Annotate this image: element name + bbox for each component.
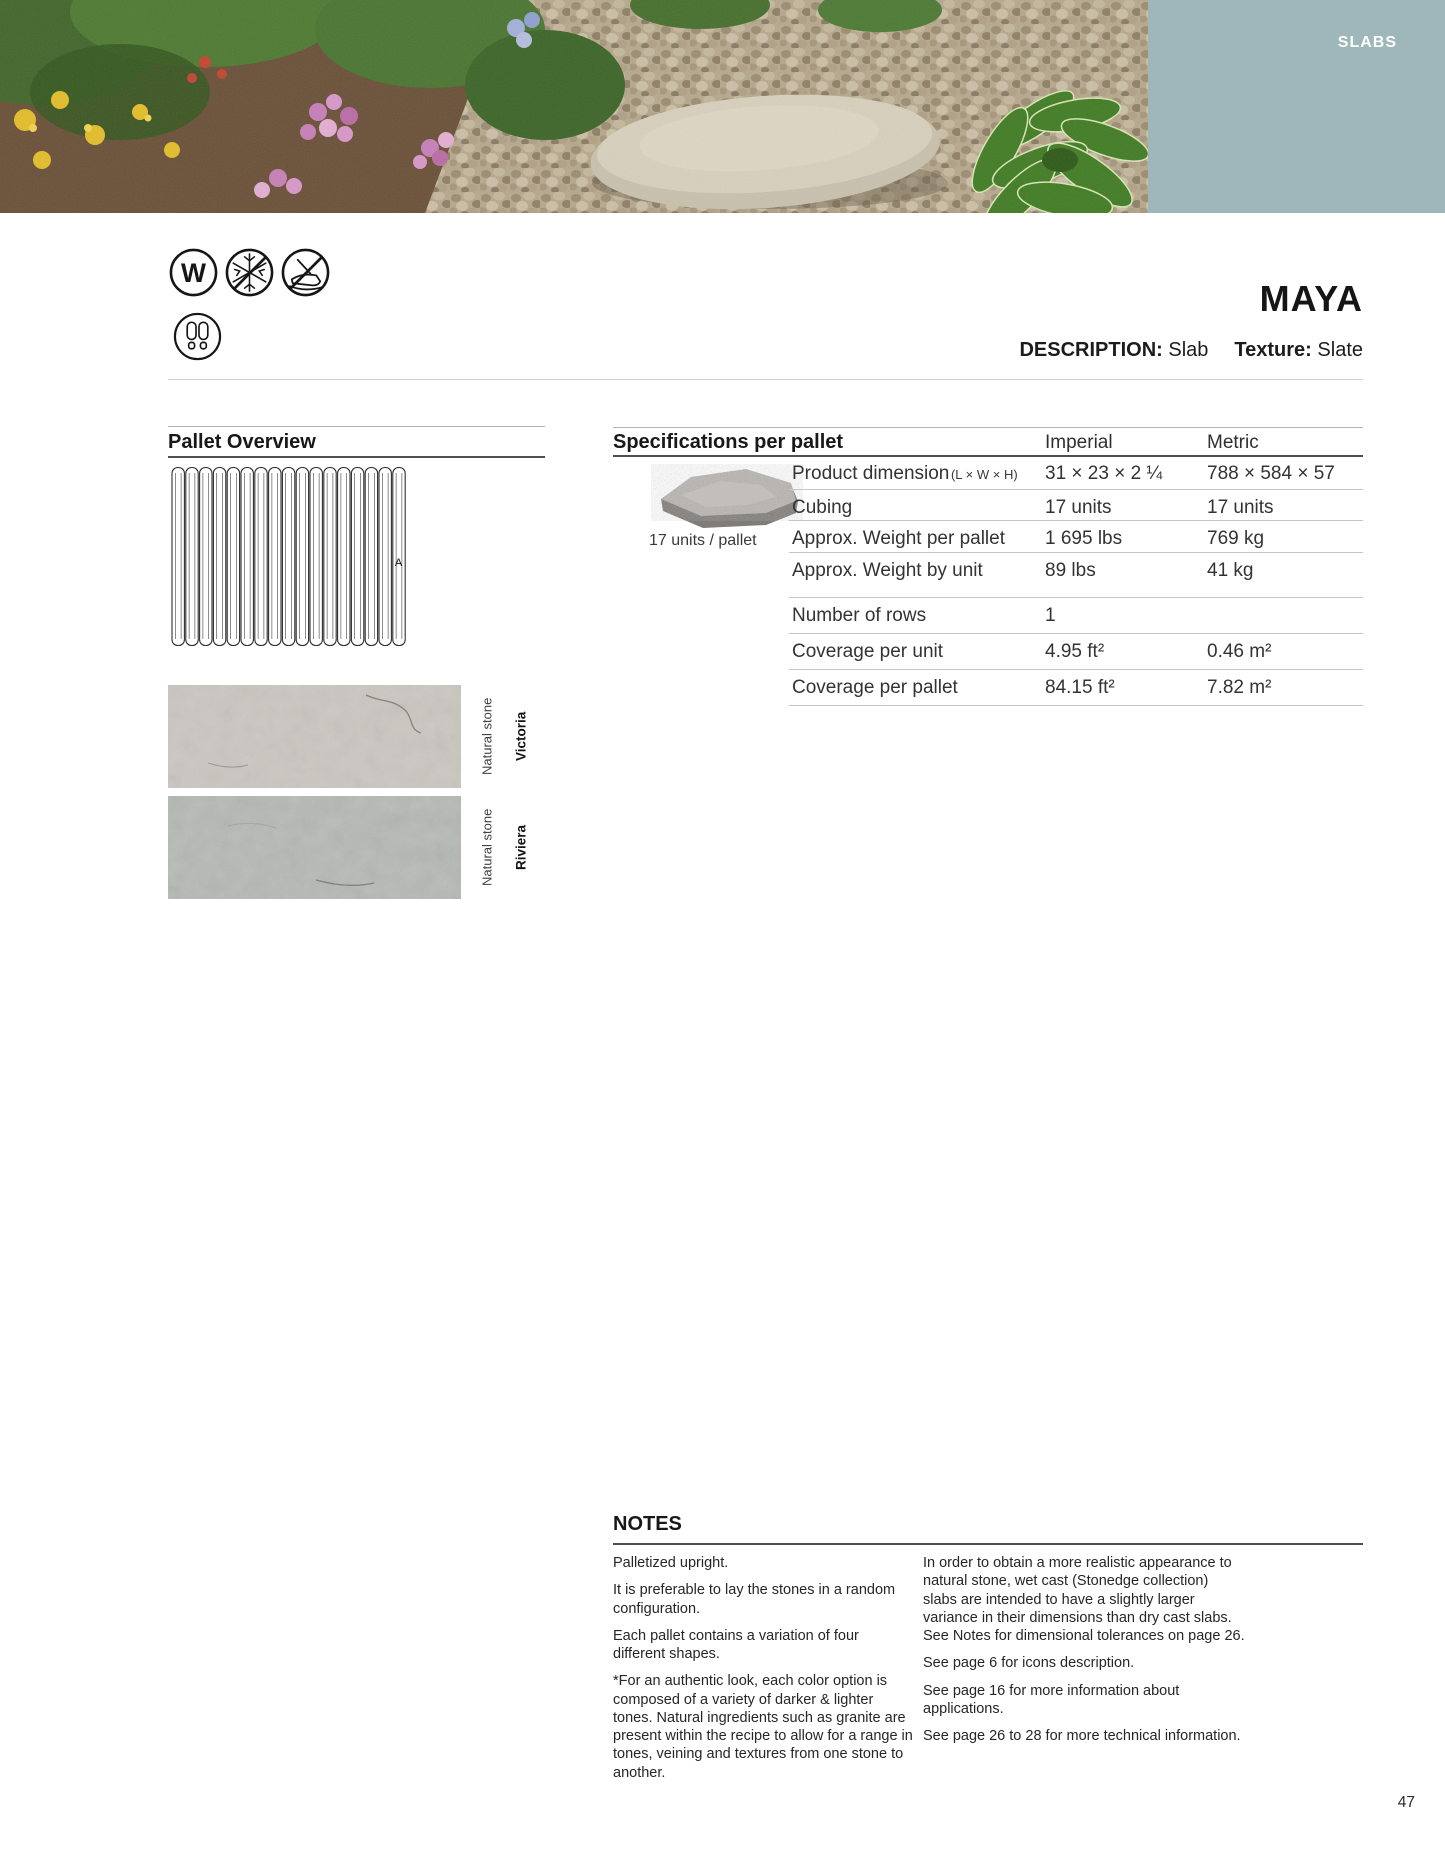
spec-label: Cubing: [792, 497, 853, 518]
pallet-overview-title: Pallet Overview: [168, 431, 316, 453]
color-swatch-riviera: [168, 796, 461, 899]
page-number: 47: [1397, 1794, 1415, 1811]
divider: [168, 456, 545, 458]
diagram-row-label: A: [394, 557, 403, 569]
product-description-line: [1019, 339, 1363, 362]
spec-value-metric: 0.46 m²: [1207, 641, 1272, 662]
wet-cast-icon: [168, 247, 219, 298]
spec-value-imperial: 89 lbs: [1045, 560, 1096, 581]
texture-value: Slate: [1317, 339, 1363, 361]
spec-label: Coverage per pallet: [792, 677, 958, 698]
banner-color-block: [1148, 0, 1445, 213]
texture-label: Texture:: [1234, 339, 1312, 361]
note-paragraph: See page 16 for more information about applications.: [923, 1682, 1180, 1717]
spec-value-imperial: 1 695 lbs: [1045, 528, 1123, 549]
note-paragraph: In order to obtain a more realistic appearance to natural stone, wet cast (Stonedge collection) slabs are intended to have a slightly larger variance in their dimensions than dry cast slabs. See Notes for dimensional tolerances on page 26.: [923, 1555, 1245, 1645]
spec-value-metric: 7.82 m²: [1207, 677, 1272, 698]
divider: [168, 379, 1363, 380]
spec-value-imperial: 17 units: [1045, 497, 1112, 518]
specifications-section: [613, 420, 1363, 720]
spec-row: [789, 553, 1363, 598]
page-title: MAYA: [1259, 278, 1363, 319]
note-paragraph: See page 26 to 28 for more technical information.: [923, 1728, 1241, 1745]
banner-photo: [0, 0, 1148, 213]
notes-left-column: [613, 1554, 913, 1791]
spec-row: [789, 634, 1363, 670]
note-paragraph: See page 6 for icons description.: [923, 1655, 1135, 1672]
spec-label: Approx. Weight by unit: [792, 560, 983, 581]
spec-label: Number of rows: [792, 605, 927, 626]
note-paragraph: *For an authentic look, each color option is composed of a variety of darker & lighter tones. Natural ingredients such as granite are present within the recipe to allow for a range in tones, veining and textures from one stone to another.: [613, 1673, 913, 1781]
note-paragraph: It is preferable to lay the stones in a random configuration.: [613, 1582, 896, 1617]
spec-row: [789, 598, 1363, 634]
spec-label: Coverage per unit: [792, 641, 944, 662]
category-tag: SLABS: [1337, 34, 1397, 51]
spec-label: Approx. Weight per pallet: [792, 528, 1005, 549]
spec-label: Product dimension: [792, 463, 950, 484]
pallet-diagram: [170, 466, 410, 648]
description-value: Slab: [1168, 339, 1209, 361]
pallet-units-caption: 17 units / pallet: [649, 532, 757, 549]
spec-value-imperial: 31 × 23 × 2 ¼: [1045, 463, 1163, 484]
spec-value-metric: 788 × 584 × 57: [1207, 463, 1335, 484]
notes-right-column: [923, 1554, 1245, 1754]
no-snow-removal-blade-icon: [280, 247, 331, 298]
no-deicing-salt-icon: [224, 247, 275, 298]
spec-value-imperial: 84.15 ft²: [1045, 677, 1115, 698]
note-paragraph: Palletized upright.: [613, 1555, 729, 1571]
spec-value-imperial: 4.95 ft²: [1045, 641, 1105, 662]
spec-value-imperial: 1: [1045, 605, 1056, 626]
spec-row: [789, 490, 1363, 521]
note-paragraph: Each pallet contains a variation of four different shapes.: [613, 1627, 859, 1663]
spec-value-metric: 769 kg: [1207, 528, 1265, 549]
swatch-material-label: Natural stone: [479, 808, 495, 887]
spec-value-metric: 41 kg: [1207, 560, 1254, 581]
color-swatch-victoria: [168, 685, 461, 788]
divider: [168, 426, 545, 427]
notes-title: NOTES: [613, 1513, 682, 1535]
column-header-imperial: Imperial: [1045, 432, 1113, 453]
svg-text:W: W: [181, 257, 206, 288]
divider: [613, 427, 1363, 428]
column-header-metric: Metric: [1207, 432, 1259, 453]
specifications-title: Specifications per pallet: [613, 431, 844, 453]
spec-row: [789, 521, 1363, 553]
swatch-name-label: Riviera: [513, 824, 529, 871]
product-photo: [651, 461, 803, 540]
spec-label-note: (L × W × H): [950, 467, 1018, 482]
spec-value-metric: 17 units: [1207, 497, 1274, 518]
garden-photo-illustration: [0, 0, 1148, 213]
spec-row: [789, 670, 1363, 706]
pedestrian-traffic-icon: [172, 311, 223, 362]
description-label: DESCRIPTION:: [1019, 339, 1163, 361]
swatch-name-label: Victoria: [513, 711, 529, 762]
swatch-material-label: Natural stone: [479, 697, 495, 776]
divider: [613, 1543, 1363, 1545]
spec-row: [789, 456, 1363, 490]
